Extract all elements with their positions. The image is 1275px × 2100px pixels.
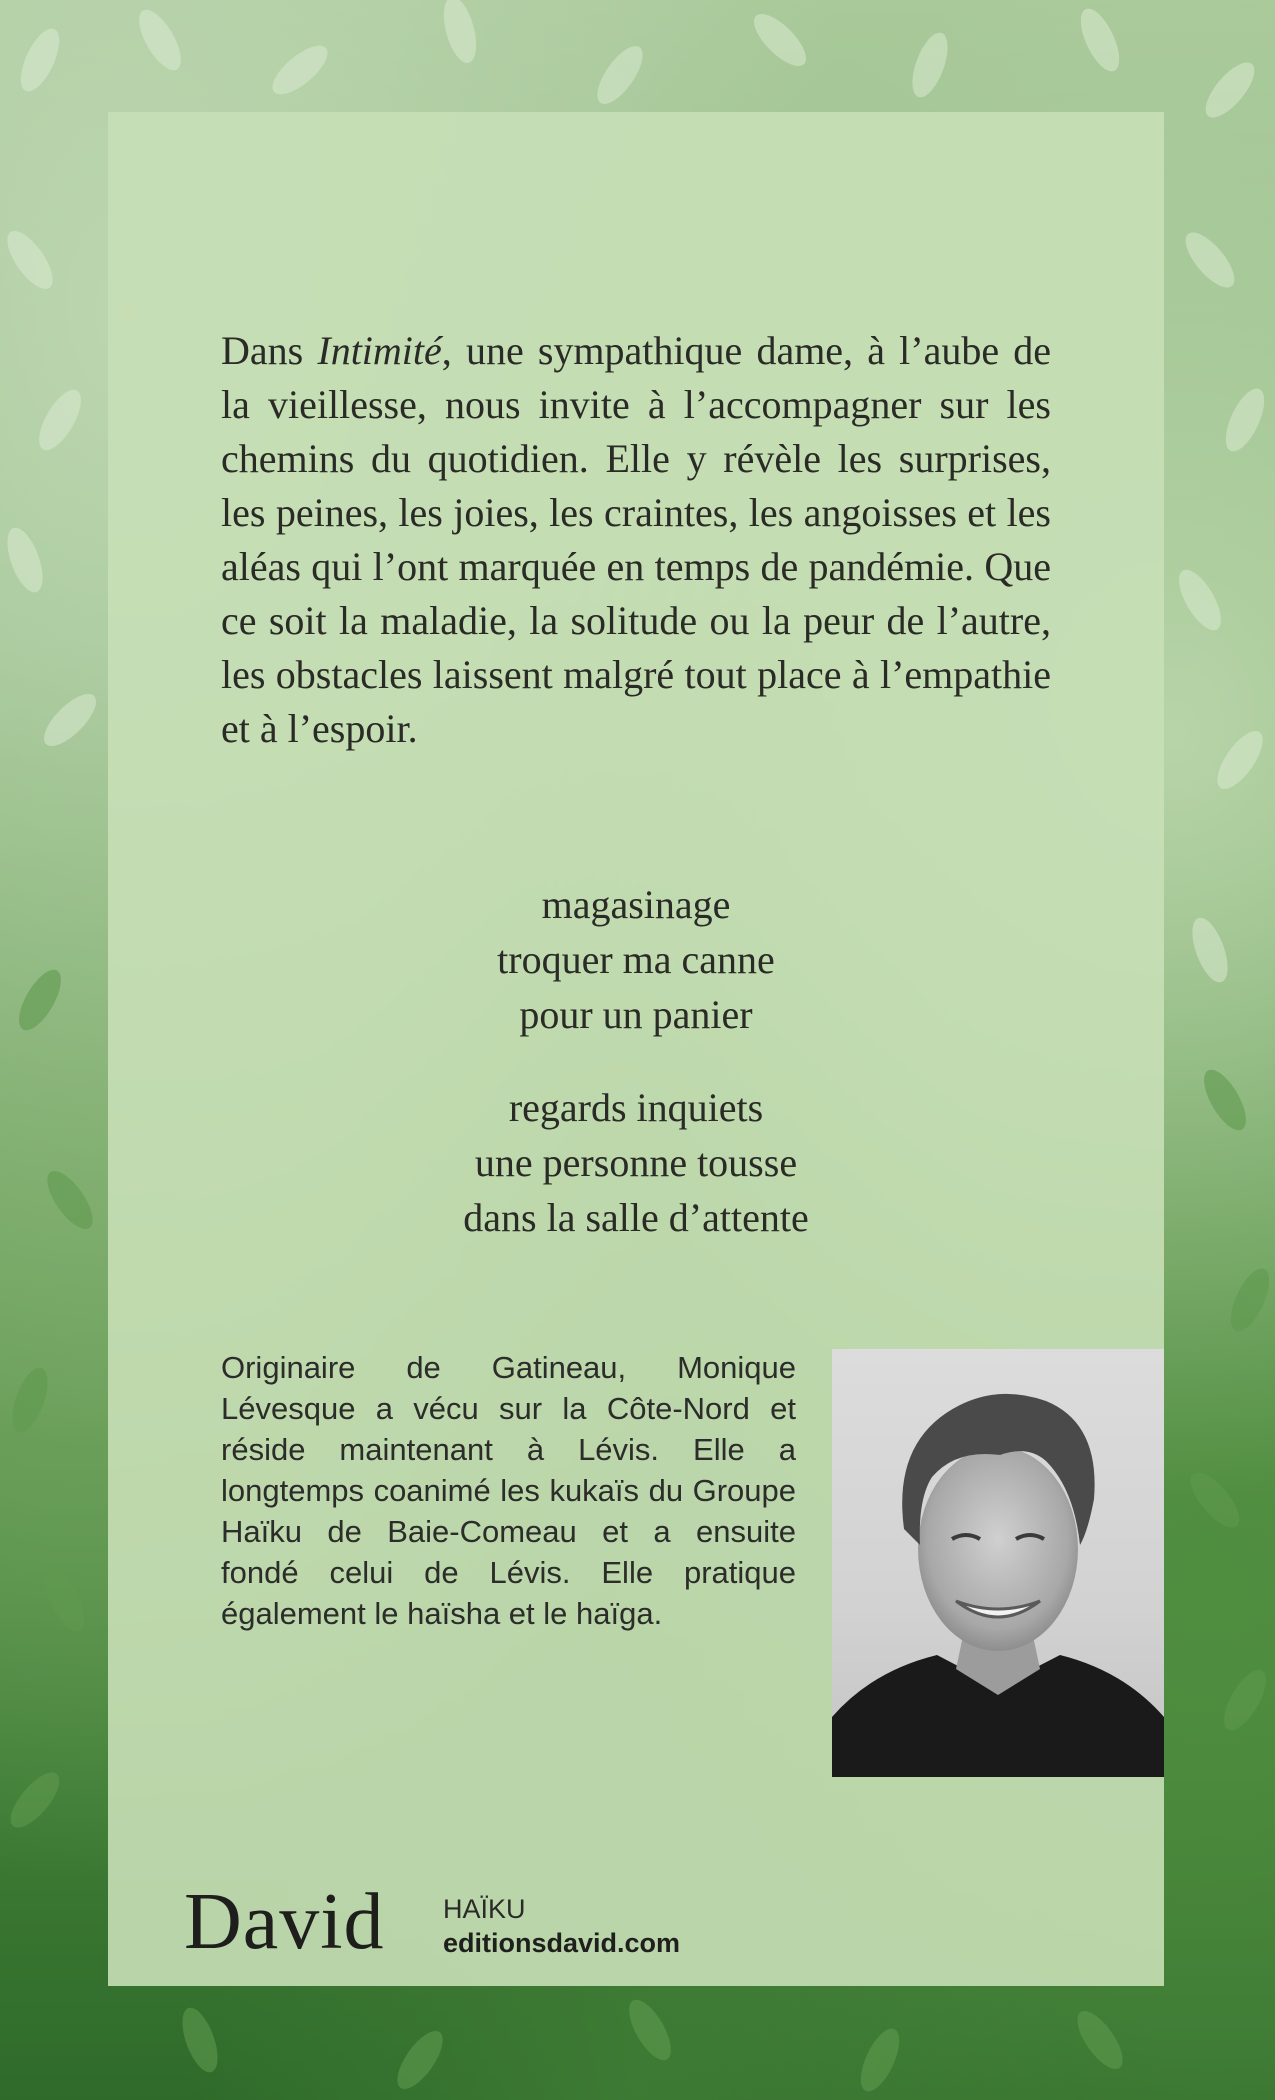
haiku-line: regards inquiets bbox=[508, 1085, 764, 1130]
author-bio: Originaire de Gatineau, Monique Lévesque a vécu sur la Côte-Nord et réside maintenant à Lévis. Elle a longtemps coanimé les kukaïs du Groupe Haïku de Baie-Comeau et a ensuite fondé celui de Lévis. Elle pratique également le haïsha et le haïga. bbox=[221, 1350, 796, 1631]
haiku-line: dans la salle d’attente bbox=[463, 1195, 809, 1240]
haiku-line: troquer ma canne bbox=[497, 937, 775, 982]
publisher-logo: David bbox=[184, 1878, 385, 1966]
summary-text: , une sympathique dame, à l’aube de la vieillesse, nous invite à l’accompagner sur les chemins du quotidien. Elle y révèle les surprises, les peines, les joies, les craintes, les angoisses et les aléas qui l’ont marquée en temps de pandémie. Que ce soit la maladie, la solitude ou la peur de l’autre, les obstacles laissent malgré tout place à l’empathie et à l’espoir. bbox=[221, 328, 1051, 751]
haiku-1 bbox=[108, 877, 1164, 1042]
book-title: Intimité bbox=[317, 328, 442, 373]
back-cover-panel bbox=[108, 112, 1164, 1986]
book-summary bbox=[221, 324, 1051, 756]
haiku-line: une personne tousse bbox=[474, 1140, 798, 1185]
haiku-line: magasinage bbox=[541, 882, 731, 927]
genre-label: HAÏKU bbox=[443, 1894, 526, 1924]
author-portrait-icon bbox=[832, 1349, 1164, 1777]
summary-intro: Dans bbox=[221, 328, 318, 373]
haiku-2 bbox=[108, 1080, 1164, 1245]
publisher-website: editionsdavid.com bbox=[443, 1928, 681, 1958]
author-photo bbox=[832, 1349, 1164, 1777]
haiku-line: pour un panier bbox=[519, 992, 753, 1037]
